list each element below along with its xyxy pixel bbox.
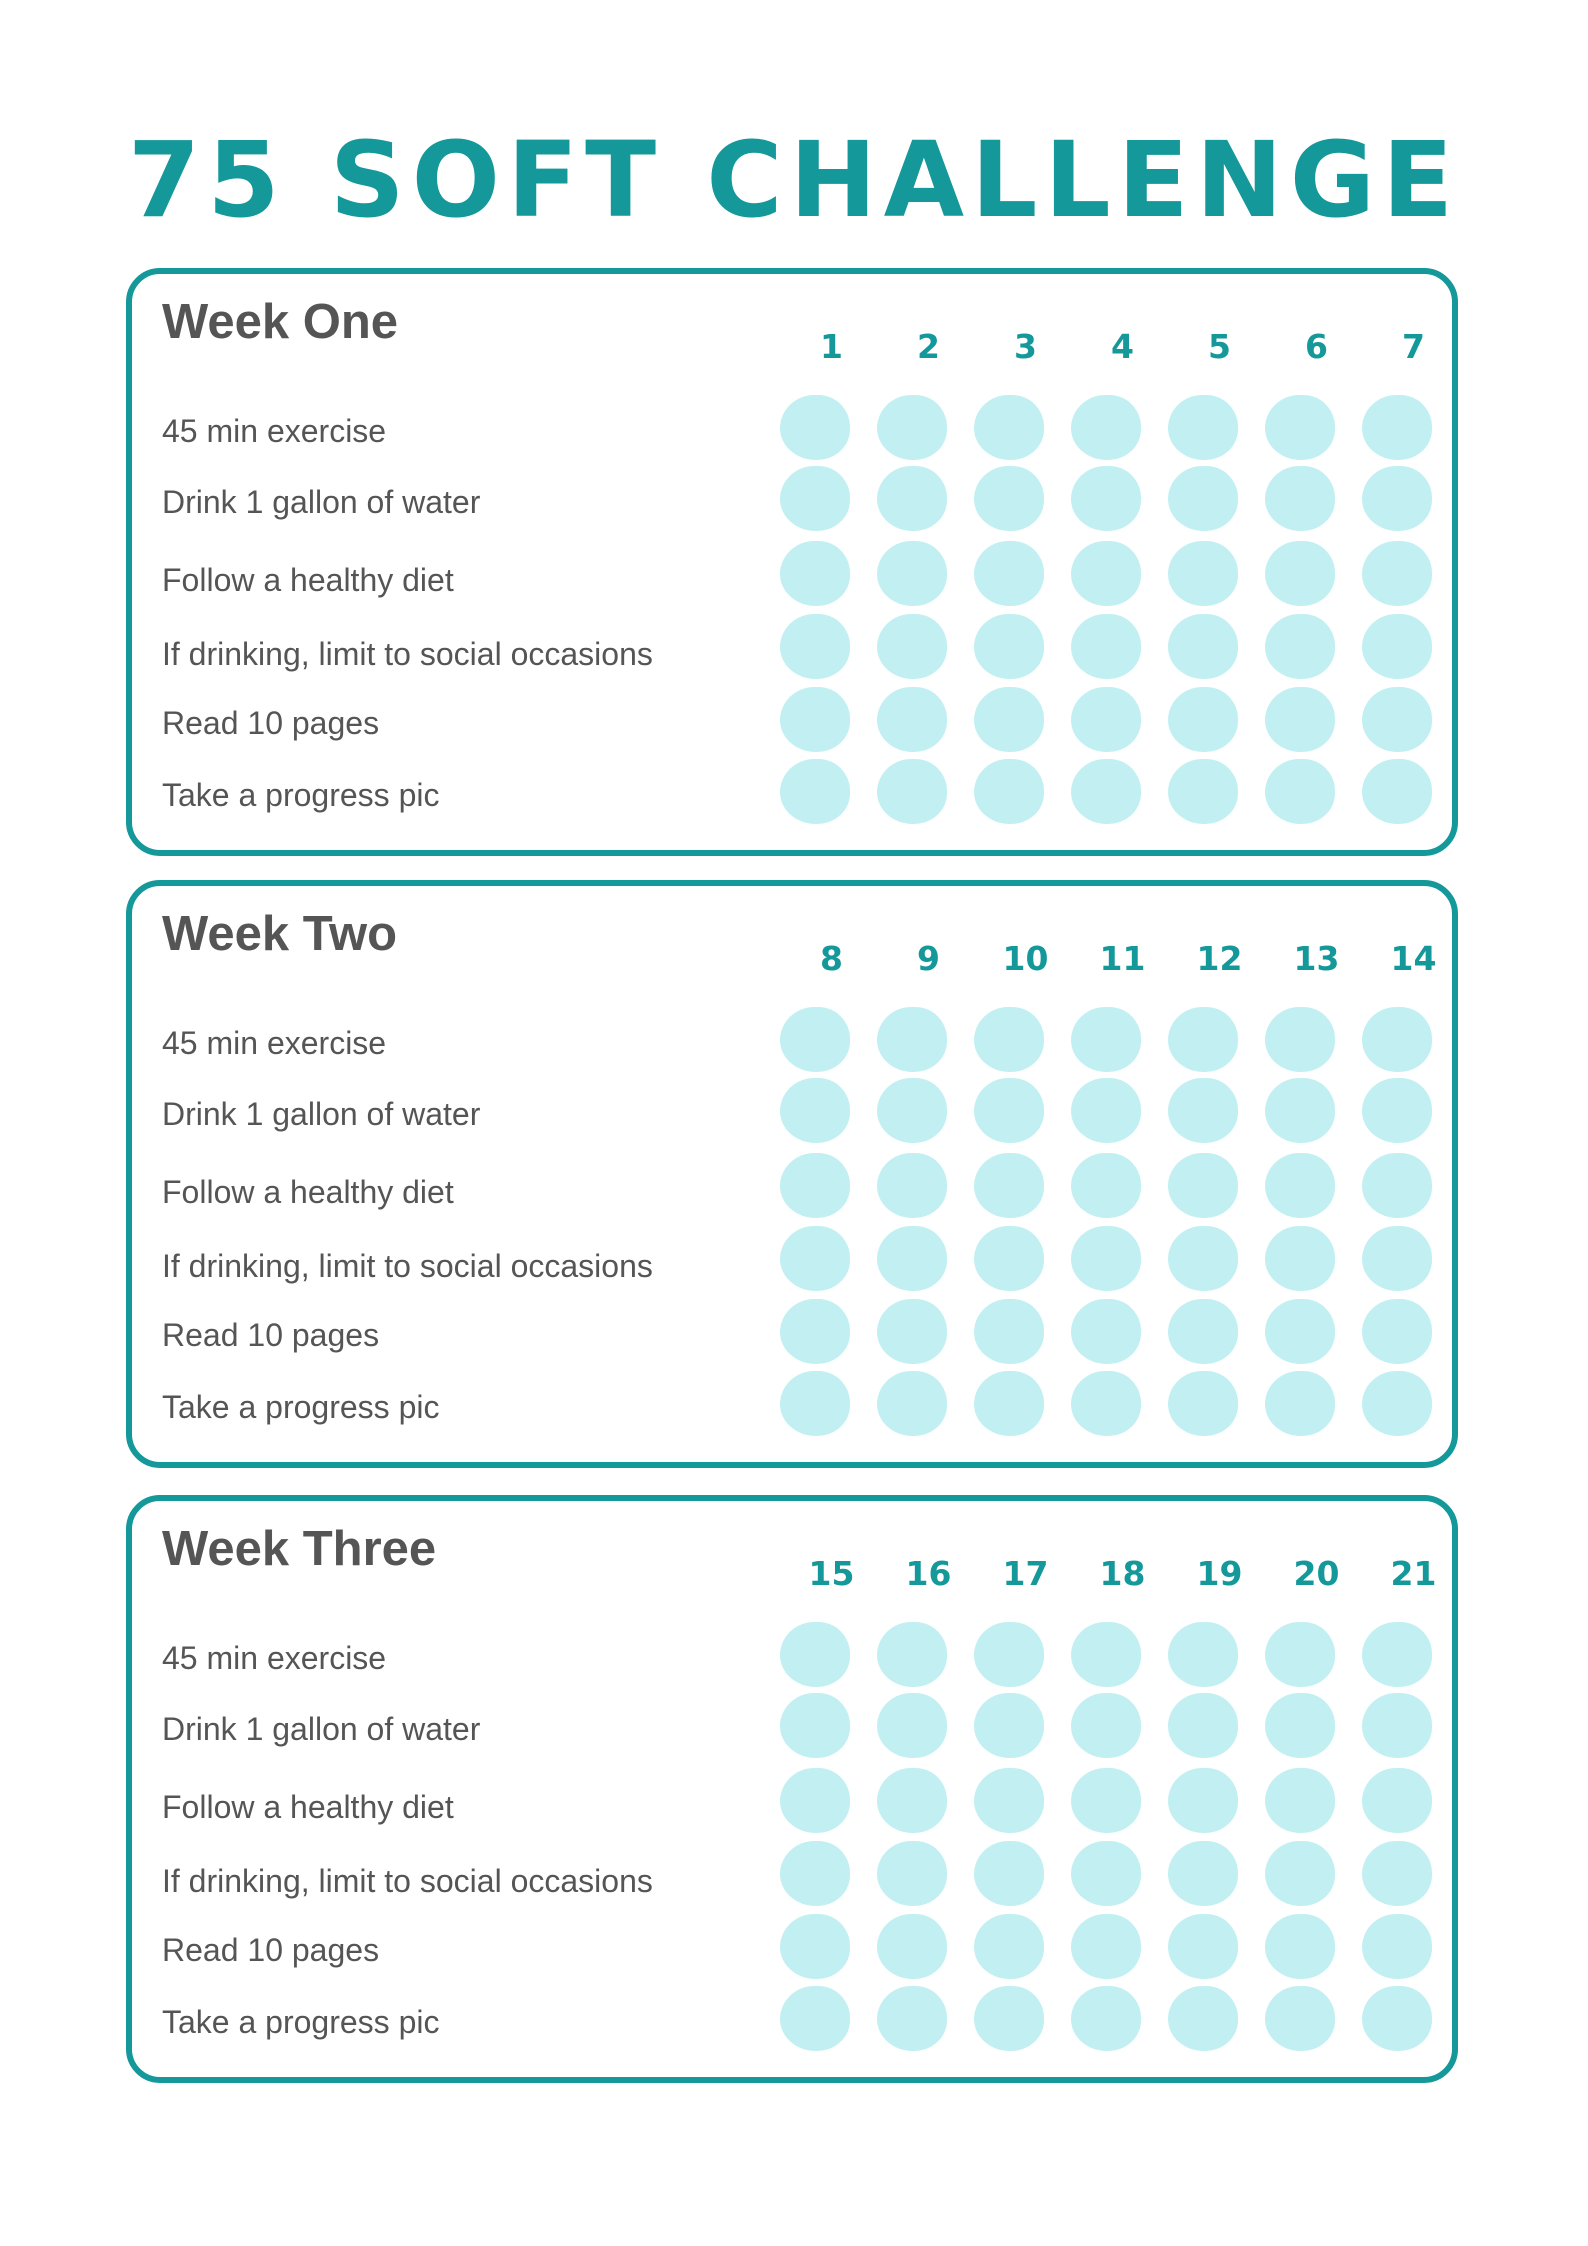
task-label: If drinking, limit to social occasions [162,1248,653,1284]
day-checkbox[interactable] [1362,1986,1432,2051]
day-checkbox[interactable] [1362,759,1432,824]
day-checkbox[interactable] [877,1693,947,1758]
day-checkbox[interactable] [1168,395,1238,460]
week-three-card [126,1495,1458,2083]
day-checkbox[interactable] [780,1153,850,1218]
day-checkbox[interactable] [1168,1226,1238,1291]
day-checkbox[interactable] [1265,1371,1335,1436]
week-title: Week One [162,295,399,349]
day-checkbox[interactable] [974,1007,1044,1072]
day-checkbox[interactable] [1362,1768,1432,1833]
day-checkbox[interactable] [1071,1078,1141,1143]
page-title: 75 SOFT CHALLENGE [127,119,1461,241]
day-checkbox[interactable] [1265,1693,1335,1758]
day-checkbox[interactable] [780,759,850,824]
day-checkbox[interactable] [1265,1153,1335,1218]
day-checkbox[interactable] [974,1986,1044,2051]
day-checkbox[interactable] [780,1693,850,1758]
day-number: 6 [1305,327,1328,366]
day-checkbox[interactable] [877,1768,947,1833]
day-checkbox[interactable] [780,1768,850,1833]
day-checkbox[interactable] [1362,541,1432,606]
day-number: 18 [1099,1554,1146,1593]
day-checkbox[interactable] [1168,1914,1238,1979]
day-checkbox[interactable] [1168,466,1238,531]
day-checkbox[interactable] [877,1841,947,1906]
day-checkbox[interactable] [1362,1371,1432,1436]
day-checkbox[interactable] [974,759,1044,824]
day-checkbox[interactable] [877,1226,947,1291]
day-checkbox[interactable] [1168,1841,1238,1906]
day-checkbox[interactable] [780,1841,850,1906]
day-checkbox[interactable] [877,1914,947,1979]
day-checkbox[interactable] [780,1226,850,1291]
day-checkbox[interactable] [1265,1226,1335,1291]
day-number: 10 [1002,939,1049,978]
task-label: Follow a healthy diet [162,1174,454,1210]
day-number: 1 [820,327,843,366]
day-checkbox[interactable] [1362,1693,1432,1758]
day-number: 21 [1390,1554,1437,1593]
day-checkbox[interactable] [1362,1153,1432,1218]
day-checkbox[interactable] [1265,466,1335,531]
task-label: 45 min exercise [162,413,387,449]
day-checkbox[interactable] [877,395,947,460]
day-checkbox[interactable] [877,687,947,752]
task-label: Read 10 pages [162,1932,380,1968]
day-checkbox[interactable] [877,1299,947,1364]
day-checkbox[interactable] [974,395,1044,460]
week-one-card [126,268,1458,856]
day-checkbox[interactable] [1362,614,1432,679]
day-checkbox[interactable] [1168,1153,1238,1218]
day-checkbox[interactable] [1168,1007,1238,1072]
day-checkbox[interactable] [1265,1914,1335,1979]
day-checkbox[interactable] [1265,541,1335,606]
day-checkbox[interactable] [780,1986,850,2051]
day-checkbox[interactable] [974,1693,1044,1758]
task-label: Follow a healthy diet [162,1789,454,1825]
day-checkbox[interactable] [974,1153,1044,1218]
day-checkbox[interactable] [780,1007,850,1072]
task-label: Take a progress pic [162,1389,440,1425]
day-number: 14 [1390,939,1437,978]
day-number: 13 [1293,939,1340,978]
day-checkbox[interactable] [1071,1226,1141,1291]
day-number: 15 [808,1554,855,1593]
week-two-card [126,880,1458,1468]
day-checkbox[interactable] [1265,1007,1335,1072]
day-checkbox[interactable] [974,1622,1044,1687]
day-checkbox[interactable] [1362,1299,1432,1364]
day-checkbox[interactable] [780,1371,850,1436]
day-checkbox[interactable] [1071,759,1141,824]
task-label: If drinking, limit to social occasions [162,1863,653,1899]
day-number: 20 [1293,1554,1340,1593]
task-label: Follow a healthy diet [162,562,454,598]
week-title: Week Three [162,1522,437,1576]
day-number: 17 [1002,1554,1049,1593]
day-checkbox[interactable] [1071,1768,1141,1833]
day-number: 3 [1014,327,1037,366]
day-checkbox[interactable] [1071,1622,1141,1687]
day-checkbox[interactable] [1071,1841,1141,1906]
day-checkbox[interactable] [1071,687,1141,752]
day-checkbox[interactable] [1362,1007,1432,1072]
day-checkbox[interactable] [780,541,850,606]
day-checkbox[interactable] [1168,1693,1238,1758]
day-checkbox[interactable] [1168,541,1238,606]
day-checkbox[interactable] [1265,1986,1335,2051]
day-checkbox[interactable] [877,1371,947,1436]
day-checkbox[interactable] [1168,1299,1238,1364]
day-checkbox[interactable] [1362,1226,1432,1291]
day-checkbox[interactable] [877,1153,947,1218]
day-checkbox[interactable] [1168,614,1238,679]
day-header-row [783,1554,1463,1607]
task-label: Take a progress pic [162,2004,440,2040]
day-checkbox[interactable] [1265,687,1335,752]
day-checkbox[interactable] [780,1078,850,1143]
day-number: 9 [917,939,940,978]
day-checkbox[interactable] [780,1622,850,1687]
day-checkbox[interactable] [780,687,850,752]
day-checkbox[interactable] [974,1768,1044,1833]
day-checkbox[interactable] [1168,1768,1238,1833]
day-checkbox[interactable] [877,541,947,606]
day-checkbox[interactable] [1265,759,1335,824]
day-checkbox[interactable] [1168,1371,1238,1436]
day-number: 2 [917,327,940,366]
day-checkbox[interactable] [1362,1622,1432,1687]
day-checkbox[interactable] [1362,687,1432,752]
day-checkbox[interactable] [1265,614,1335,679]
day-checkbox[interactable] [974,466,1044,531]
day-checkbox[interactable] [1071,614,1141,679]
day-checkbox[interactable] [974,1299,1044,1364]
day-checkbox[interactable] [877,466,947,531]
day-checkbox[interactable] [877,1007,947,1072]
day-checkbox[interactable] [1265,1768,1335,1833]
day-number: 11 [1099,939,1146,978]
day-checkbox[interactable] [1362,1078,1432,1143]
day-number: 12 [1196,939,1243,978]
task-label: Drink 1 gallon of water [162,1711,481,1747]
day-checkbox[interactable] [877,759,947,824]
day-checkbox[interactable] [974,1914,1044,1979]
day-checkbox[interactable] [877,614,947,679]
day-checkbox[interactable] [1071,466,1141,531]
day-number: 16 [905,1554,952,1593]
day-checkbox[interactable] [1071,1007,1141,1072]
day-checkbox[interactable] [1071,1299,1141,1364]
day-checkbox[interactable] [780,466,850,531]
task-label: 45 min exercise [162,1640,387,1676]
day-checkbox[interactable] [1071,1986,1141,2051]
day-checkbox[interactable] [877,1986,947,2051]
day-checkbox[interactable] [877,1622,947,1687]
day-header-row [783,939,1463,992]
day-checkbox[interactable] [780,614,850,679]
day-checkbox[interactable] [1265,1299,1335,1364]
week-title: Week Two [162,907,398,961]
task-label: Read 10 pages [162,705,380,741]
day-checkbox[interactable] [1071,1371,1141,1436]
day-checkbox[interactable] [1265,1078,1335,1143]
day-checkbox[interactable] [780,1914,850,1979]
day-checkbox[interactable] [974,1371,1044,1436]
day-checkbox[interactable] [877,1078,947,1143]
task-label: Drink 1 gallon of water [162,1096,481,1132]
day-checkbox[interactable] [974,541,1044,606]
day-checkbox[interactable] [1362,466,1432,531]
day-checkbox[interactable] [1168,1622,1238,1687]
day-number: 4 [1111,327,1134,366]
day-checkbox[interactable] [1071,395,1141,460]
day-number: 19 [1196,1554,1243,1593]
task-label: Take a progress pic [162,777,440,813]
day-checkbox[interactable] [1362,395,1432,460]
day-checkbox[interactable] [1168,687,1238,752]
task-label: Drink 1 gallon of water [162,484,481,520]
day-checkbox[interactable] [1168,759,1238,824]
day-checkbox[interactable] [780,395,850,460]
day-number: 7 [1402,327,1425,366]
day-header-row [783,327,1463,380]
day-checkbox[interactable] [974,687,1044,752]
day-checkbox[interactable] [974,1841,1044,1906]
day-checkbox[interactable] [1071,541,1141,606]
day-checkbox[interactable] [974,1078,1044,1143]
day-checkbox[interactable] [1265,1841,1335,1906]
day-checkbox[interactable] [1071,1153,1141,1218]
day-checkbox[interactable] [1168,1986,1238,2051]
day-checkbox[interactable] [1265,395,1335,460]
task-label: Read 10 pages [162,1317,380,1353]
day-checkbox[interactable] [1265,1622,1335,1687]
day-checkbox[interactable] [974,1226,1044,1291]
task-label: If drinking, limit to social occasions [162,636,653,672]
day-checkbox[interactable] [1168,1078,1238,1143]
day-number: 5 [1208,327,1231,366]
day-checkbox[interactable] [780,1299,850,1364]
day-checkbox[interactable] [1362,1841,1432,1906]
day-checkbox[interactable] [974,614,1044,679]
day-checkbox[interactable] [1071,1914,1141,1979]
day-checkbox[interactable] [1071,1693,1141,1758]
day-number: 8 [820,939,843,978]
day-checkbox[interactable] [1362,1914,1432,1979]
task-label: 45 min exercise [162,1025,387,1061]
